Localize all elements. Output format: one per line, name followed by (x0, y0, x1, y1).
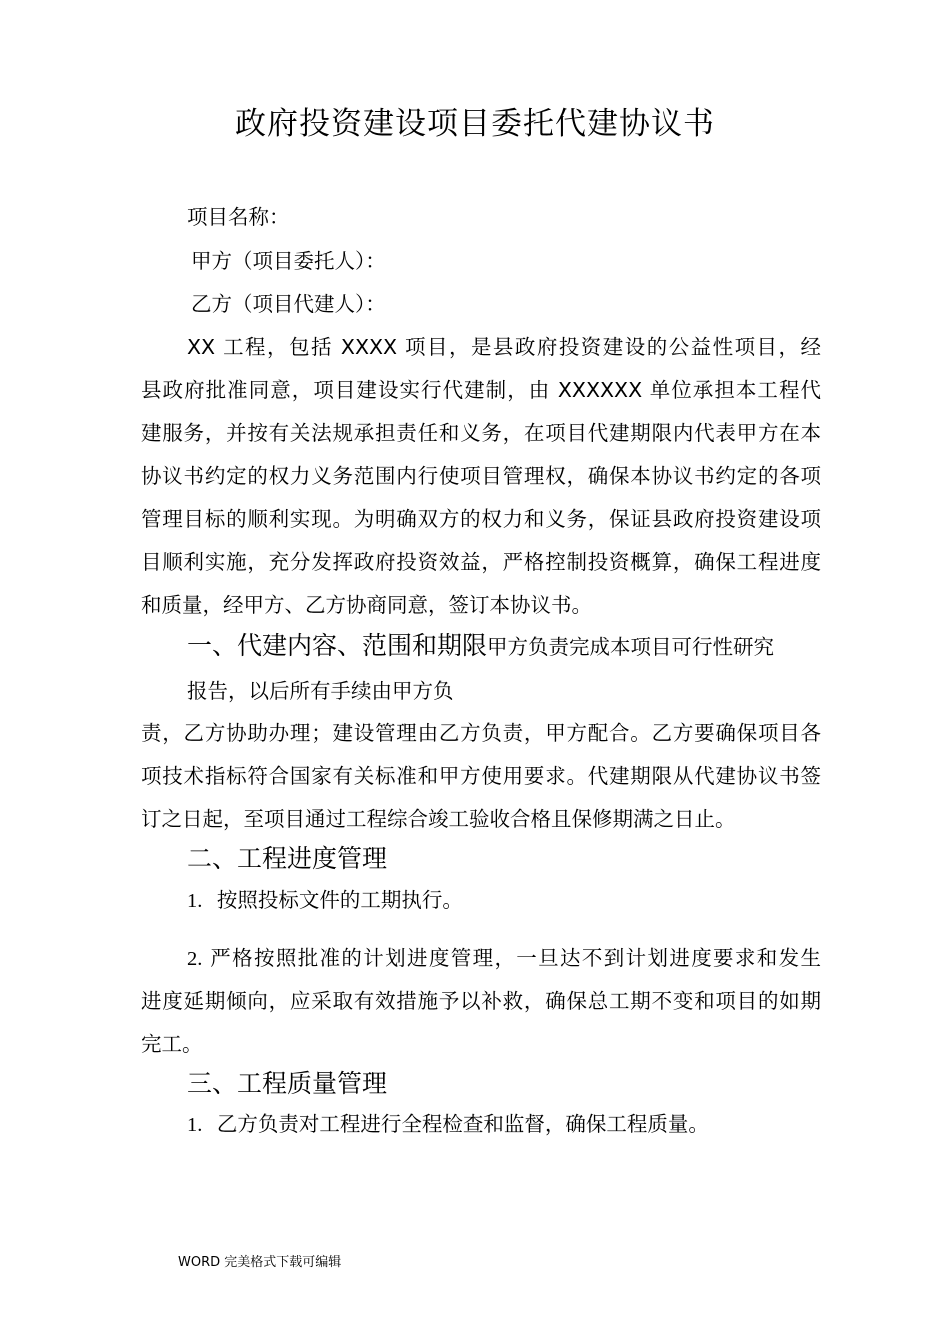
intro-line: 管理目标的顺利实现。为明确双方的权力和义务，保证县政府投资建设项 (141, 507, 821, 531)
item-number: 1. (187, 1114, 203, 1136)
party-b-field: 乙方（项目代建人）： (191, 292, 386, 316)
page-footer: WORD 完美格式下载可编辑 (178, 1255, 342, 1270)
intro-line: 建服务，并按有关法规承担责任和义务，在项目代建期限内代表甲方在本 (141, 421, 821, 445)
section-1-inline-text: 甲方负责完成本项目可行性研究 (487, 635, 775, 659)
section-2-heading: 二、工程进度管理 (187, 844, 388, 873)
section-1-line: 项技术指标符合国家有关标准和甲方使用要求。代建期限从代建协议书签 (141, 764, 821, 788)
project-name-field: 项目名称： (187, 205, 290, 229)
section-2-item-2 (187, 943, 821, 974)
item-number: 1. (187, 890, 203, 912)
section-1-heading-line (187, 628, 774, 667)
item-text: 乙方负责对工程进行全程检查和监督，确保工程质量。 (216, 1112, 709, 1136)
section-2-item-1 (187, 885, 463, 916)
intro-line: 目顺利实施，充分发挥政府投资效益，严格控制投资概算，确保工程进度 (141, 550, 821, 574)
section-1-line: 报告，以后所有手续由甲方负 (187, 679, 454, 703)
section-3-item-1 (187, 1109, 709, 1140)
section-2-item-2-line: 进度延期倾向，应采取有效措施予以补救，确保总工期不变和项目的如期 (141, 989, 821, 1013)
section-1-line: 责，乙方协助办理；建设管理由乙方负责，甲方配合。乙方要确保项目各 (141, 721, 821, 745)
section-3-heading: 三、工程质量管理 (187, 1069, 388, 1098)
intro-line: 县政府批准同意，项目建设实行代建制，由 XXXXXX 单位承担本工程代 (141, 378, 821, 402)
item-number: 2. (187, 948, 203, 970)
section-1-line: 订之日起，至项目通过工程综合竣工验收合格且保修期满之日止。 (141, 807, 736, 831)
item-text: 按照投标文件的工期执行。 (216, 888, 463, 912)
section-2-item-2-line: 完工。 (141, 1032, 203, 1056)
intro-line: 协议书约定的权力义务范围内行使项目管理权，确保本协议书约定的各项 (141, 464, 821, 488)
intro-line: XX 工程，包括 XXXX 项目，是县政府投资建设的公益性项目，经 (187, 335, 821, 359)
party-a-field: 甲方（项目委托人）： (191, 249, 386, 273)
section-1-heading: 一、代建内容、范围和期限 (187, 631, 488, 660)
intro-line: 和质量，经甲方、乙方协商同意，签订本协议书。 (141, 593, 592, 617)
document-title: 政府投资建设项目委托代建协议书 (235, 106, 715, 142)
item-text: 严格按照批准的计划进度管理，一旦达不到计划进度要求和发生 (210, 946, 821, 970)
